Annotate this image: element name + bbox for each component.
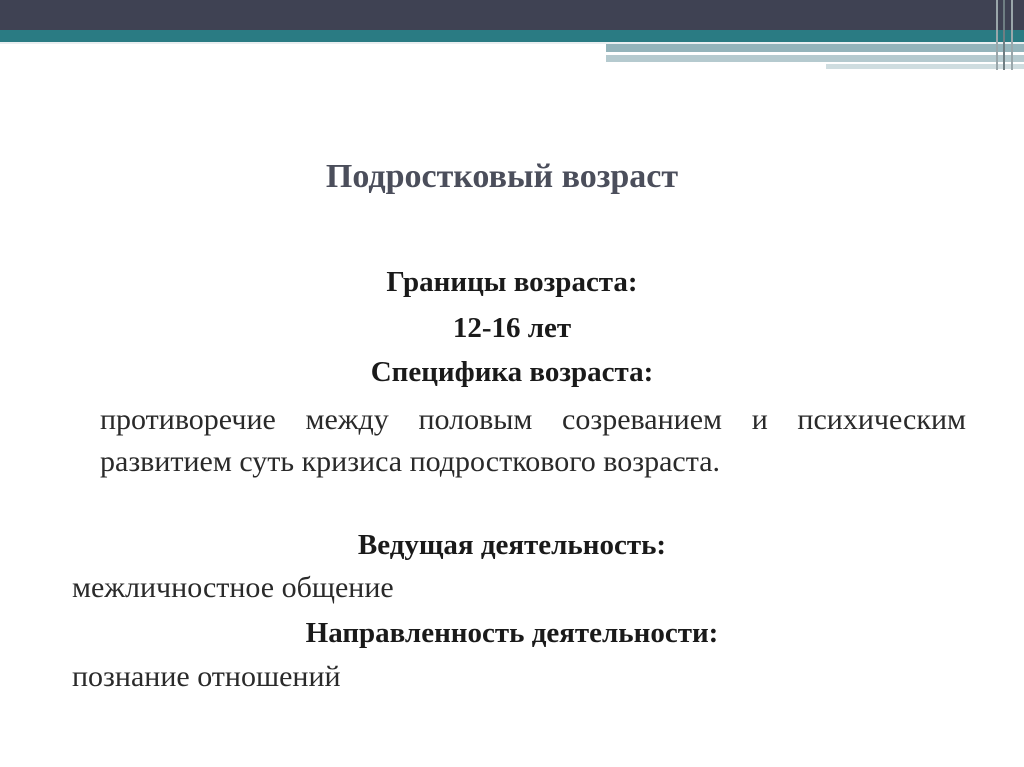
header-accent-line bbox=[1003, 0, 1005, 70]
header-dark-bar bbox=[0, 0, 1024, 30]
boundaries-heading: Границы возраста: bbox=[386, 266, 638, 298]
activity-direction-value: познание отношений bbox=[72, 660, 341, 693]
specifics-heading: Специфика возраста: bbox=[370, 356, 654, 388]
leading-activity-heading: Ведущая деятельность: bbox=[357, 529, 667, 561]
boundaries-value: 12-16 лет bbox=[452, 312, 572, 344]
header-teal-bar bbox=[0, 30, 1024, 42]
header-accent-bar bbox=[826, 64, 1024, 69]
header-accent-bar bbox=[606, 55, 1024, 62]
activity-direction-heading: Направленность деятельности: bbox=[305, 617, 719, 649]
leading-activity-value: межличностное общение bbox=[72, 571, 394, 604]
specifics-text: противоречие между половым созреванием и психическим развитием суть кризиса подросткового возраста. bbox=[100, 403, 966, 478]
header-accent-line bbox=[996, 0, 998, 70]
header-accent-line bbox=[1011, 0, 1013, 70]
header-accent-bar bbox=[606, 44, 1024, 52]
slide-title: Подростковый возраст bbox=[325, 158, 679, 195]
